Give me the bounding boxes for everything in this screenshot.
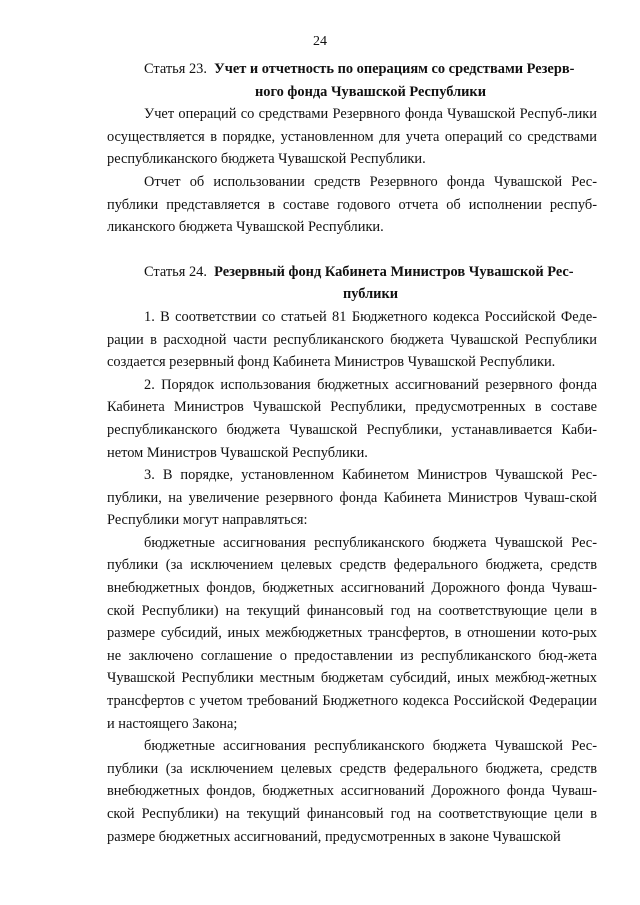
section-spacer: [107, 239, 597, 261]
page-number: 24: [313, 34, 327, 49]
article-24-paragraph-1: 1. В соответствии со статьей 81 Бюджетного кодекса Российской Феде-рации в расходной части республиканского бюджета Чувашской Республики создается резервный фонд Кабинета Министров Чувашской Республики.: [107, 308, 597, 371]
article-23-number: Статья 23.: [144, 61, 207, 77]
article-24-paragraph-2: 2. Порядок использования бюджетных ассигнований резервного фонда Кабинета Министров Чувашской Республики, предусмотренных в составе республиканского бюджета Чувашской Республики, устанавливается Каби-нетом Министров Чувашской Республики.: [107, 376, 597, 461]
document-body: [107, 58, 597, 848]
article-24-heading: [107, 261, 597, 306]
article-24-number: Статья 24.: [144, 263, 207, 280]
article-23-paragraph-2: Отчет об использовании средств Резервного фонда Чувашской Рес-публики представляется в составе годового отчета об исполнении респуб-ликанского бюджета Чувашской Республики.: [107, 173, 597, 236]
article-24-paragraph-4: бюджетные ассигнования республиканского бюджета Чувашской Рес-публики (за исключением целевых средств федерального бюджета, средств внебюджетных фондов, бюджетных ассигнований Дорожного фонда Чуваш-ской Республики) на текущий финансовый год на соответствующие цели в размере субсидий, иных межбюджетных трансфертов, в отношении кото-рых не заключено соглашение о предоставлении из республиканского бюд-жета Чувашской Республики местным бюджетам субсидий, иных межбюд-жетных трансфертов с учетом требований Бюджетного кодекса Российской Федерации и настоящего Закона;: [107, 534, 597, 732]
article-23-title-line2: ного фонда Чувашской Республики: [254, 83, 487, 100]
article-23-title-line1: Учет и отчетность по операциям со средствами Резерв-: [214, 61, 575, 77]
article-24-paragraph-5: бюджетные ассигнования республиканского бюджета Чувашской Рес-публики (за исключением целевых средств федерального бюджета, средств внебюджетных фондов, бюджетных ассигнований Дорожного фонда Чуваш-ской Республики) на текущий финансовый год на соответствующие цели в размере бюджетных ассигнований, предусмотренных в законе Чувашской: [107, 738, 597, 845]
article-23-heading: [107, 58, 597, 103]
article-24-title-line2: публики: [342, 286, 399, 303]
article-24-paragraph-3: 3. В порядке, установленном Кабинетом Министров Чувашской Рес-публики, на увеличение резервного фонда Кабинета Министров Чуваш-ской Республики могут направляться:: [107, 467, 597, 529]
article-24-title-line1: Резервный фонд Кабинета Министров Чувашской Рес-: [214, 263, 574, 280]
article-23-paragraph-1: Учет операций со средствами Резервного фонда Чувашской Респуб-лики осуществляется в порядке, установленном для учета операций со средствами республиканского бюджета Чувашской Республики.: [107, 106, 597, 168]
